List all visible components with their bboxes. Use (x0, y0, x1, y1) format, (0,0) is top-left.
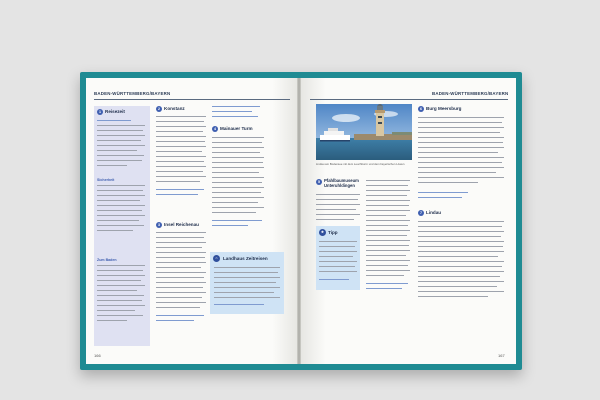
lindau-harbour-photo (316, 104, 412, 160)
section-number-badge: 7 (420, 211, 422, 215)
left-page-number: 166 (94, 353, 101, 358)
section-heading-pfahlbaumuseum: Pfahlbaumuseum Unteruhldingen (324, 178, 359, 188)
section-number-badge: 4 (214, 127, 216, 131)
section-heading-reichenau: Insel Reichenau (164, 222, 199, 227)
right-header-rule (310, 99, 508, 100)
section-heading-lindau: Lindau (426, 210, 442, 215)
section-heading-mainauer-turm: Mainauer Turm (220, 126, 253, 131)
book-spine (297, 78, 301, 364)
tip-box-icon: ★ (320, 230, 325, 234)
section-heading-burg-meersburg: Burg Meersburg (426, 106, 462, 111)
right-page-number: 167 (498, 353, 505, 358)
section-number-badge: 6 (420, 107, 422, 111)
tip-box-title: Tipp (328, 230, 338, 235)
section-number-badge: 3 (158, 223, 160, 227)
section-number-badge: 2 (158, 107, 160, 111)
sidebar-title: Reisezeit (105, 109, 125, 114)
sidebar-subheading-2: Zum Baden (97, 258, 117, 262)
sidebar-subheading-1: Sicherheit (97, 178, 115, 182)
info-box-icon: ⌂ (213, 255, 220, 262)
right-running-header: BADEN-WÜRTTEMBERG/BAYERN (432, 91, 509, 96)
info-box-title: Landhaus Zeitreisen (223, 256, 268, 261)
section-heading-konstanz: Konstanz (164, 106, 185, 111)
left-header-rule (94, 99, 290, 100)
sidebar-number-badge: 1 (99, 110, 101, 114)
section-number-badge: 5 (318, 180, 320, 184)
photo-caption: Lindau am Bodensee mit dem Leuchtturm und dem bayerischen Löwen (316, 163, 405, 166)
left-running-header: BADEN-WÜRTTEMBERG/BAYERN (94, 91, 171, 96)
